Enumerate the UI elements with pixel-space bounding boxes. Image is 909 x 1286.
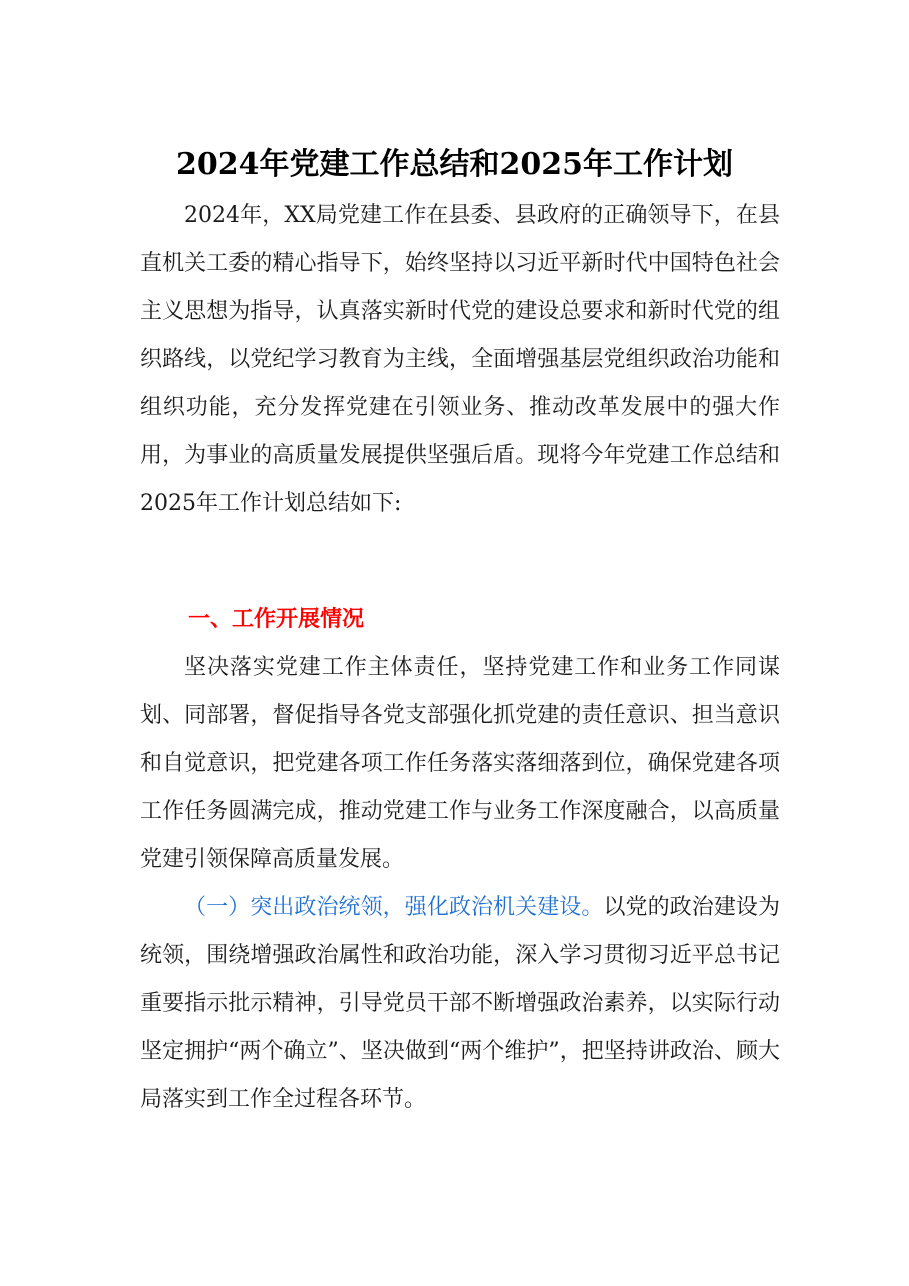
subsection-heading: （一）突出政治统领，强化政治机关建设。 <box>184 895 604 920</box>
intro-paragraph: 2024年，XX局党建工作在县委、县政府的正确领导下，在县直机关工委的精心指导下，始终坚持以习近平新时代中国特色社会主义思想为指导，认真落实新时代党的建设总要求和新时代党的组织路线，以党纪学习教育为主线，全面增强基层党组织政治功能和组织功能，充分发挥党建在引领业务、推动改革发展中的强大作用，为事业的高质量发展提供坚强后盾。现将今年党建工作总结和2025年工作计划总结如下: <box>140 203 780 516</box>
section-heading: 一、工作开展情况 <box>188 607 365 632</box>
subsection-paragraph <box>140 884 780 1124</box>
subsection-text: 以党的政治建设为统领，围绕增强政治属性和政治功能，深入学习贯彻习近平总书记重要指示批示精神，引导党员干部不断增强政治素养，以实际行动坚定拥护“两个确立”、坚决做到“两个维护”，把坚持讲政治、顾大局落实到工作全过程各环节。 <box>140 895 780 1112</box>
document-title: 2024年党建工作总结和2025年工作计划 <box>176 147 733 182</box>
section-paragraph: 坚决落实党建工作主体责任，坚持党建工作和业务工作同谋划、同部署，督促指导各党支部强化抓党建的责任意识、担当意识和自觉意识，把党建各项工作任务落实落细落到位，确保党建各项工作任务圆满完成，推动党建工作与业务工作深度融合，以高质量党建引领保障高质量发展。 <box>140 655 780 872</box>
